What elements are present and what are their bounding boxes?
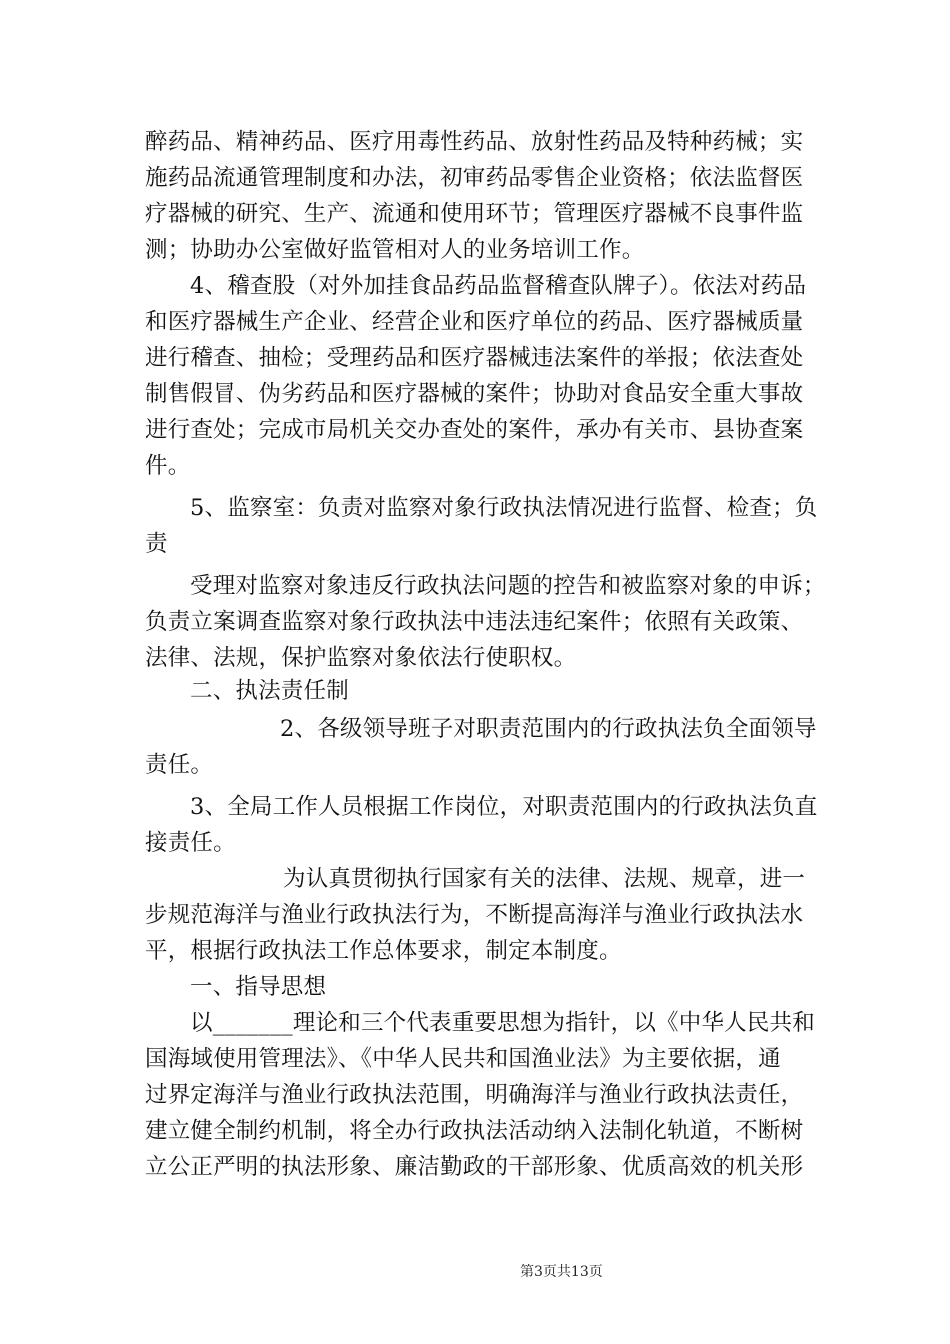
text-line: 国海域使用管理法》、《中华人民共和国渔业法》为主要依据，通 [145, 1046, 781, 1072]
text-line: 4、稽查股（对外加挂食品药品监督稽查队牌子）。依法对药品 [190, 273, 807, 299]
section-heading: 二、执法责任制 [190, 678, 349, 704]
text-line: 进行查处；完成市局机关交办查处的案件，承办有关市、县协查案 [145, 417, 804, 443]
page-number-footer: 第3页共13页 [520, 1264, 603, 1280]
text-line: 步规范海洋与渔业行政执法行为，不断提高海洋与渔业行政执法水 [145, 902, 804, 928]
text-line: 施药品流通管理制度和办法，初审药品零售企业资格；依法监督医 [145, 165, 804, 191]
text-line: 5、监察室：负责对监察对象行政执法情况进行监督、检查；负 [190, 495, 818, 521]
text-line: 制售假冒、伪劣药品和医疗器械的案件；协助对食品安全重大事故 [145, 381, 804, 407]
text-line: 建立健全制约机制，将全办行政执法活动纳入法制化轨道，不断树 [145, 1118, 804, 1144]
text-line: 醉药品、精神药品、医疗用毒性药品、放射性药品及特种药械；实 [145, 129, 804, 155]
text-line: 和医疗器械生产企业、经营企业和医疗单位的药品、医疗器械质量 [145, 309, 804, 335]
text-line: 立公正严明的执法形象、廉洁勤政的干部形象、优质高效的机关形 [145, 1154, 804, 1180]
text-line: 以_______理论和三个代表重要思想为指针，以《中华人民共和 [190, 1010, 815, 1036]
text-line: 件。 [145, 453, 191, 479]
text-line: 受理对监察对象违反行政执法问题的控告和被监察对象的申诉； [190, 573, 826, 599]
text-line: 2、各级领导班子对职责范围内的行政执法负全面领导 [280, 716, 817, 742]
text-line: 责任。 [145, 752, 214, 778]
text-line: 3、全局工作人员根据工作岗位，对职责范围内的行政执法负直 [190, 794, 818, 820]
text-line: 进行稽查、抽检；受理药品和医疗器械违法案件的举报；依法查处 [145, 345, 804, 371]
text-line: 负责立案调查监察对象行政执法中违法违纪案件；依照有关政策、 [145, 609, 804, 635]
text-line: 责 [145, 531, 168, 557]
text-line: 疗器械的研究、生产、流通和使用环节；管理医疗器械不良事件监 [145, 201, 804, 227]
text-line: 平，根据行政执法工作总体要求，制定本制度。 [145, 938, 622, 964]
text-line: 法律、法规，保护监察对象依法行使职权。 [145, 645, 577, 671]
text-line: 过界定海洋与渔业行政执法范围，明确海洋与渔业行政执法责任， [145, 1082, 804, 1108]
text-line: 测；协助办公室做好监管相对人的业务培训工作。 [145, 237, 645, 263]
text-line: 接责任。 [145, 830, 236, 856]
text-line: 为认真贯彻执行国家有关的法律、法规、规章，进一 [283, 866, 806, 892]
section-heading: 一、指导思想 [190, 974, 327, 1000]
